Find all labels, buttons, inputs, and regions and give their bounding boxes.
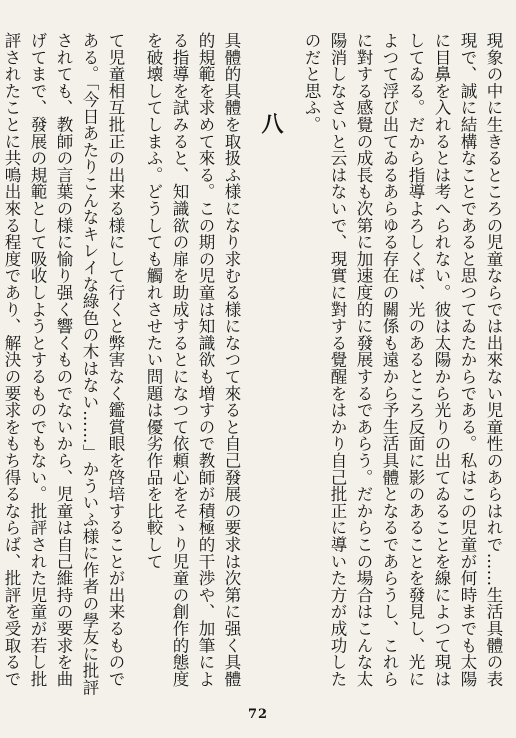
paragraph-left-column: て児童相互批正の出来る様にして行くと弊害なく鑑賞眼を啓培することが出来るものである。「今日あたりこんなキレイな綠色の木はない……」かういふ様に作者の學友に批評されても、教師の言葉の様に愉り强く響くものでないから、児童は自己維持の要求を曲げてまで、發展の規範として吸收しようとするものでもない。批評された児童が若し批評されたことに共鳴出來る程度であり、解決の要求をもち得るならば、批評を受取るで	[2, 32, 125, 696]
paragraph-section-8: 具體的具體を取扱ふ様になり求むる様になつて來ると自己發展の要求は次第に强く具體的規範を求めて來る。この期の児童は知識欲も増すので教師が積極的干渉や、加筆による指導を試みると、知識欲の扉を助成するとになつて依頼心をそゝり児童の創作的態度を破壊してしまふ。どうしても觸れさせたい問題は優劣作品を比較して	[144, 32, 241, 688]
vertical-text-body	[2, 32, 506, 700]
paragraph-intro: 現象の中に生きるところの児童ならでは出來ない児童性のあらはれで……生活具體の表現で、誠に結構なことであると思つてゐたからである。私はこの児童が何時までも太陽に目鼻を入れるとは考へられない。彼は太陽から光りの出てゐることを線によつて現はしてゐる。だから指導よろしくば、光のあるところ反面に影のあることを發見し、光によつて浮び出てゐるあらゆる存在の關係も遠から予生活具體となるであらうし、これらに對する感覺の成長も次第に加速度的に發展するであらう。だからこの場合はこんな太陽消しなさいと云はないで、現實に對する覺醒をはかり自己批正に導いた方が成功したのだと思ふ。	[302, 32, 503, 688]
section-heading-8: 八	[258, 112, 284, 135]
page-number: 72	[247, 707, 269, 722]
